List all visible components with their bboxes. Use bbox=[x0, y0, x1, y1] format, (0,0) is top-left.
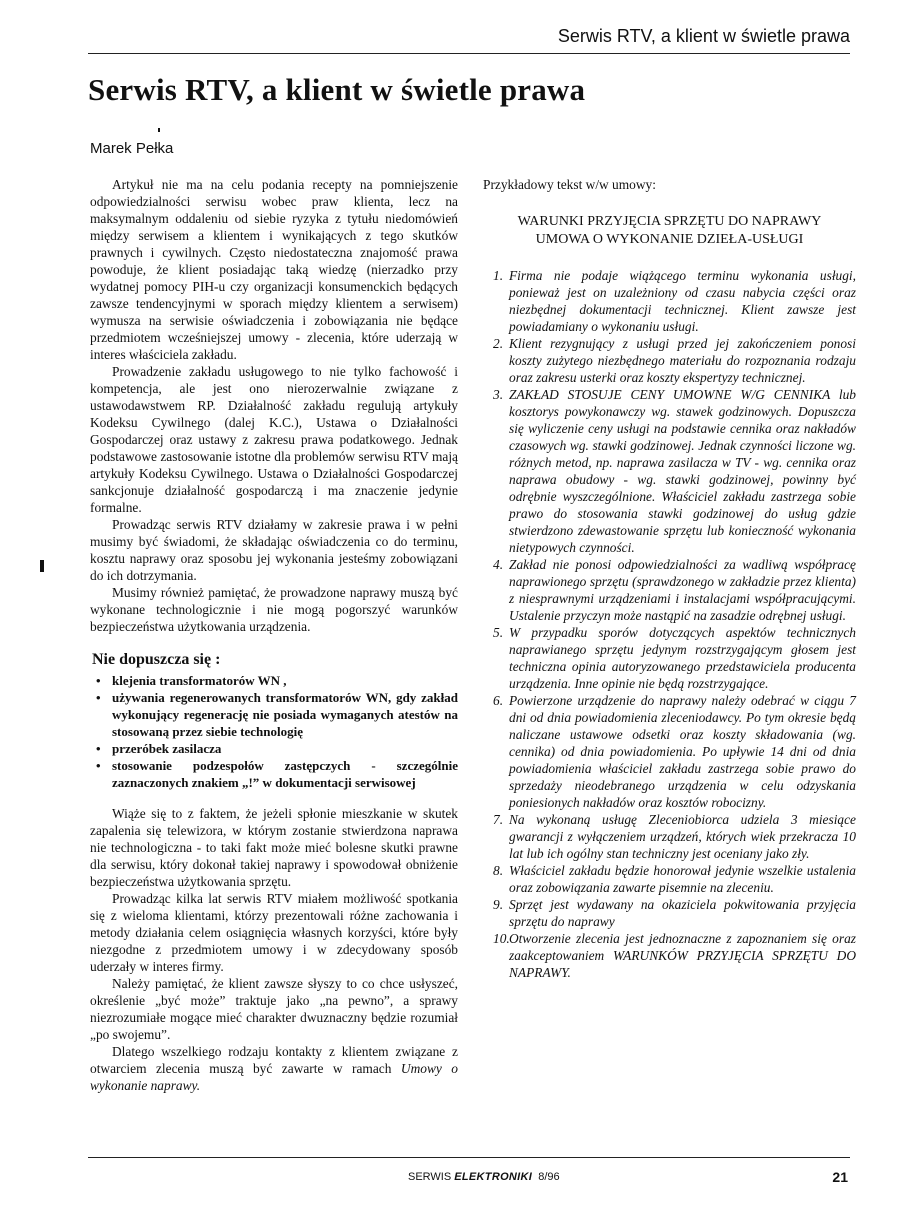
term-number: 2. bbox=[493, 336, 504, 351]
body-paragraph: Prowadząc serwis RTV działamy w zakresie prawa i w pełni musimy być świadomi, że składając oświadczenia co do terminu, kosztu naprawy oraz sposobu jej wykonania jesteśmy zobowiązani do ich dotrzymania. bbox=[90, 517, 458, 583]
body-paragraph: Prowadzenie zakładu usługowego to nie tylko fachowość i kompetencja, ale jest ono nierozerwalnie związane z ustawodawstwem RP. Działalność zakładu regulują artykuły Kodeksu Cywilnego (dalej K.C.), Ustawa o Działalności Gospodarczej oraz ustawy z zakresu prawa podatkowego. Jednak podstawowe zastosowanie istotne dla problemów serwisu RTV mają artykuły Kodeksu Cywilnego. Ustawa o Działalności Gospodarczej sankcjonuje działalność gospodarczą i ma znaczenie jedynie formalne. bbox=[90, 364, 458, 515]
term-text: Zakład nie ponosi odpowiedzialności za wadliwą współpracę naprawionego sprzętu (sprawdzonego w zakładzie przez klienta) z niesprawnymi urządzeniami i instalacjami współpracującymi. Ustalenie przyczyn może nastąpić na zasadzie odrębnej usługi. bbox=[509, 557, 856, 623]
last-paragraph-text: Dlatego wszelkiego rodzaju kontakty z klientem związane z otwarciem zlecenia muszą być zawarte w ramach bbox=[90, 1044, 458, 1076]
term-number: 3. bbox=[493, 387, 504, 402]
term-text: Na wykonaną usługę Zleceniobiorca udziela 3 miesiące gwarancji z wyłączeniem urządzeń, których wiek przekracza 10 lat lub ich ogólny stan techniczny jest oceniany jako zły. bbox=[509, 812, 856, 861]
term-item bbox=[483, 862, 856, 896]
left-column bbox=[90, 176, 458, 1094]
term-item bbox=[483, 811, 856, 862]
contract-heading-line: WARUNKI PRZYJĘCIA SPRZĘTU DO NAPRAWY bbox=[517, 214, 822, 229]
scan-mark bbox=[40, 560, 44, 572]
term-item bbox=[483, 896, 856, 930]
term-number: 4. bbox=[493, 557, 504, 572]
contract-intro: Przykładowy tekst w/w umowy: bbox=[483, 177, 656, 192]
running-head: Serwis RTV, a klient w świetle prawa bbox=[557, 26, 850, 46]
term-number: 6. bbox=[493, 693, 504, 708]
contract-heading bbox=[483, 213, 856, 249]
term-item bbox=[483, 692, 856, 811]
list-item: • stosowanie podzespołów zastępczych - szczególnie zaznaczonych znakiem „!” w dokumentacji serwisowej bbox=[90, 757, 458, 791]
author-name: Marek Pełka bbox=[90, 140, 174, 157]
term-text: Klient rezygnujący z usługi przed jej zakończeniem ponosi koszty zużytego niezbędnego materiału do rozpoznania rodzaju oraz zakresu usterki oraz koszty ekspertyzy technicznej. bbox=[509, 336, 856, 385]
term-text: Właściciel zakładu będzie honorował jedynie wszelkie ustalenia oraz zobowiązania zawarte pisemnie na zleceniu. bbox=[509, 863, 856, 895]
contract-heading-line: UMOWA O WYKONANIE DZIEŁA-USŁUGI bbox=[535, 232, 804, 247]
right-column bbox=[483, 176, 856, 981]
footer-rule bbox=[88, 1157, 850, 1158]
term-text: Firma nie podaje wiążącego terminu wykonania usługi, ponieważ jest on uzależniony od czasu nabycia części oraz niezbędnej dokumentacji technicznej. Klient zawsze jest powiadamiany o wykonaniu usługi. bbox=[509, 268, 856, 334]
term-number: 10. bbox=[493, 931, 510, 946]
issue-number: 8/96 bbox=[538, 1171, 560, 1183]
body-paragraph-last bbox=[90, 1043, 458, 1094]
scan-mark bbox=[158, 128, 160, 132]
article-title: Serwis RTV, a klient w świetle prawa bbox=[88, 72, 586, 107]
page-number: 21 bbox=[832, 1169, 848, 1185]
term-number: 1. bbox=[493, 268, 504, 283]
body-paragraph: Wiąże się to z faktem, że jeżeli spłonie mieszkanie w skutek zapalenia się telewizora, w którym zostanie stwierdzona naprawa nie technologiczna - to taki fakt może mieć bolesne skutki prawne dla serwisu, który dokonał takiej naprawy i spowodował obniżenie bezpieczeństwa użytkowania sprzętu. bbox=[90, 806, 458, 889]
term-item bbox=[483, 556, 856, 624]
term-item bbox=[483, 930, 856, 981]
term-item bbox=[483, 624, 856, 692]
term-item bbox=[483, 335, 856, 386]
list-item: • klejenia transformatorów WN , bbox=[90, 672, 458, 689]
term-text: ZAKŁAD STOSUJE CENY UMOWNE W/G CENNIKA lub kosztorys powykonawczy wg. stawek godzinowych. Dopuszcza się wyliczenie ceny usługi na podstawie cennika oraz nakładów czasowych wg. stawki godzinowej. Jednak czynności liczone wg. różnych metod, np. naprawa zasilacza w TV - wg. cennika oraz naprawa obudowy - wg. stawki godzinowej, powinny być odrębnie wyszczególnione. Właściciel zakładu zastrzega sobie prawo do stosowania stawki godzinowej do usług gdzie stwierdzono zdewastowanie sprzętu lub konieczność wykonania nietypowych czynności. bbox=[509, 387, 856, 555]
list-item: • przeróbek zasilacza bbox=[90, 740, 458, 757]
term-text: Sprzęt jest wydawany na okaziciela pokwitowania przyjęcia sprzętu do naprawy bbox=[509, 897, 856, 929]
term-number: 5. bbox=[493, 625, 504, 640]
header-rule bbox=[88, 53, 850, 54]
list-item: • używania regenerowanych transformatorów WN, gdy zakład wykonujący regenerację nie posiada wymaganych atestów na stosowaną przez siebie technologię bbox=[90, 689, 458, 740]
subheading: Nie dopuszcza się : bbox=[92, 651, 221, 668]
term-number: 9. bbox=[493, 897, 504, 912]
term-text: W przypadku sporów dotyczących aspektów technicznych naprawianego sprzętu jedynym rozstrzygającym głosem jest techniczna opinia autoryzowanego przedstawiciela producenta urządzenia. Inne opinie nie będą rozstrzygające. bbox=[509, 625, 856, 691]
contract-terms bbox=[483, 267, 856, 981]
body-paragraph: Prowadząc kilka lat serwis RTV miałem możliwość spotkania się z wieloma klientami, którzy prezentowali różne zachowania i metody działania celem osiągnięcia własnych korzyści, które były niezgodne z przedmiotem umowy i w zdecydowany sposób uderzały w interes firmy. bbox=[90, 891, 458, 974]
body-paragraph: Musimy również pamiętać, że prowadzone naprawy muszą być wykonane technologicznie i nie mogą pogorszyć warunków bezpieczeństwa użytkowania urządzenia. bbox=[90, 585, 458, 634]
body-paragraph: Należy pamiętać, że klient zawsze słyszy to co chce usłyszeć, określenie „być może” traktuje jako „na pewno”, a sprawy niezrozumiałe mogące mieć charakter dwuznaczny będzie rozumiał „po swojemu”. bbox=[90, 976, 458, 1042]
term-text: Powierzone urządzenie do naprawy należy odebrać w ciągu 7 dni od dnia powiadomienia zleceniodawcy. Po tym okresie będą naliczane ustawowe odsetki oraz koszty składowania (wg. cennika) od dnia powiadomienia. Po upływie 14 dni od dnia powiadomienia właściciel zakładu zastrzega sobie prawo do sprzedaży nieodebranego urządzenia w celu odzyskania poniesionych nakładów oraz kosztów robocizny. bbox=[509, 693, 856, 810]
term-number: 8. bbox=[493, 863, 504, 878]
body-paragraph: Artykuł nie ma na celu podania recepty na pomniejszenie odpowiedzialności serwisu wobec praw klienta, lecz na maksymalnym oddaleniu od siebie ryzyka z tytułu niedomówień między serwisem a klientem i wynikających z tego skutków prawnych i cywilnych. Często niedostateczna znajomość prawa powoduje, że klient posiadając taką wiedzę (nierzadko przy wydatnej pomocy PIH-u czy organizacji konsumenckich będących zawsze tendencyjnymi w sporach między klientem a serwisem) wymusza na serwisie oświadczenia i zobowiązania nie będące przedmiotem wcześniejszej umowy - zlecenia, które uderzają w interes właściciela zakładu. bbox=[90, 177, 458, 362]
term-number: 7. bbox=[493, 812, 504, 827]
term-item bbox=[483, 386, 856, 556]
magazine-issue bbox=[408, 1171, 560, 1183]
term-text: Otworzenie zlecenia jest jednoznaczne z zapoznaniem się oraz zaakceptowaniem WARUNKÓW PRZYJĘCIA SPRZĘTU DO NAPRAWY. bbox=[509, 931, 856, 980]
magazine-name-elektroniki: ELEKTRONIKI bbox=[454, 1171, 533, 1183]
contract-title-italic: Umowy o wykonanie naprawy. bbox=[90, 1061, 458, 1093]
prohibition-list bbox=[90, 672, 458, 791]
magazine-name-serwis: SERWIS bbox=[408, 1171, 452, 1183]
term-item bbox=[483, 267, 856, 335]
